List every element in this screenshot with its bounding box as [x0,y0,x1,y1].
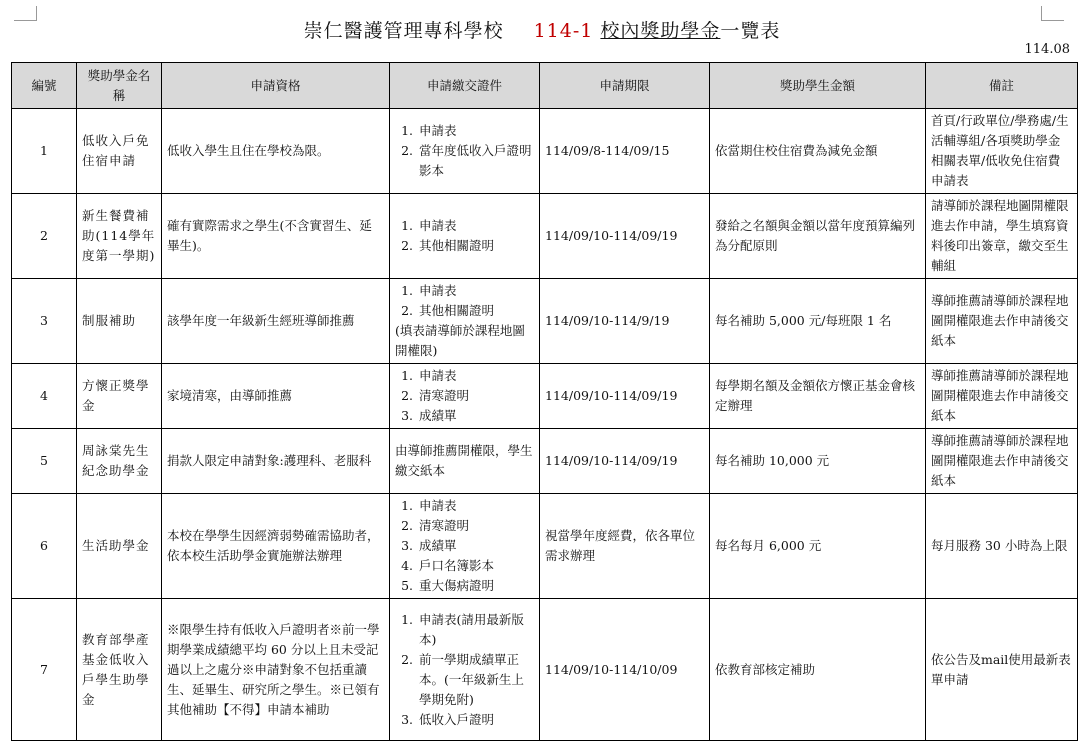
row-name: 新生餐費補助(114學年度第一學期) [77,194,162,279]
row-period: 114/09/8-114/09/15 [540,109,710,194]
row-name: 教育部學產基金低收入戶學生助學金 [77,599,162,741]
document-item: 1. 申請表 [417,366,534,386]
document-list [395,216,534,256]
document-note: (填表請導師於課程地圖開權限) [395,323,525,358]
title-tail: 一覽表 [720,20,781,42]
term-code: 114-1 [533,20,594,42]
row-remark: 請導師於課程地圖開權限進去作申請，學生填寫資料後印出簽章，繳交至生輔組 [926,194,1078,279]
table-row [12,429,1078,494]
document-item: 1. 申請表 [417,496,534,516]
row-eligibility: 本校在學學生因經濟弱勢確需協助者，依本校生活助學金實施辦法辦理 [162,494,390,599]
row-remark: 首頁/行政單位/學務處/生活輔導組/各項獎助學金相關表單/低收免住宿費申請表 [926,109,1078,194]
table-row [12,364,1078,429]
document-item: 2. 其他相關證明 [417,301,534,321]
row-documents [390,109,540,194]
row-eligibility: 該學年度一年級新生經班導師推薦 [162,279,390,364]
document-title [0,16,1084,43]
document-item: 3. 成績單 [417,536,534,556]
row-period: 114/09/10-114/09/19 [540,364,710,429]
table-row [12,109,1078,194]
row-remark: 導師推薦請導師於課程地圖開權限進去作申請後交紙本 [926,364,1078,429]
row-eligibility: 確有實際需求之學生(不含實習生、延畢生)。 [162,194,390,279]
document-list [395,121,534,181]
school-name: 崇仁醫護管理專科學校 [303,20,504,42]
scholarship-table [11,62,1078,741]
title-main: 校內獎助學金 [600,20,721,42]
row-documents [390,279,540,364]
row-eligibility: 低收入學生且住在學校為限。 [162,109,390,194]
row-number: 7 [12,599,77,741]
row-amount: 每名補助 5,000 元/每班限 1 名 [710,279,926,364]
row-remark: 每月服務 30 小時為上限 [926,494,1078,599]
row-period: 114/09/10-114/09/19 [540,194,710,279]
row-number: 3 [12,279,77,364]
row-remark: 依公告及mail使用最新表單申請 [926,599,1078,741]
document-item: 4. 戶口名簿影本 [417,556,534,576]
document-item: 1. 申請表(請用最新版本) [417,610,534,650]
document-date: 114.08 [1024,42,1070,57]
row-documents [390,364,540,429]
document-item: 1. 申請表 [417,216,534,236]
row-remark: 導師推薦請導師於課程地圖開權限進去作申請後交紙本 [926,429,1078,494]
row-amount: 依當期住校住宿費為減免金額 [710,109,926,194]
row-amount: 發給之名額與金額以當年度預算編列為分配原則 [710,194,926,279]
row-eligibility: 捐款人限定申請對象:護理科、老服科 [162,429,390,494]
document-item: 2. 清寒證明 [417,516,534,536]
document-item: 3. 成績單 [417,406,534,426]
header-period: 申請期限 [540,63,710,109]
header-remark: 備註 [926,63,1078,109]
header-amount: 獎助學生金額 [710,63,926,109]
table-row [12,279,1078,364]
row-name: 制服補助 [77,279,162,364]
document-note: 由導師推薦開權限，學生繳交紙本 [395,443,533,478]
document-item: 5. 重大傷病證明 [417,576,534,596]
row-period: 114/09/10-114/10/09 [540,599,710,741]
header-eligibility: 申請資格 [162,63,390,109]
document-item: 1. 申請表 [417,281,534,301]
document-list [395,610,534,730]
document-list [395,281,534,321]
row-number: 4 [12,364,77,429]
document-item: 3. 低收入戶證明 [417,710,534,730]
document-item: 2. 前一學期成績單正本。(一年級新生上學期免附) [417,650,534,710]
row-name: 方懷正獎學金 [77,364,162,429]
document-item: 1. 申請表 [417,121,534,141]
row-period: 視當學年度經費，依各單位需求辦理 [540,494,710,599]
document-list [395,366,534,426]
table-row [12,599,1078,741]
row-amount: 依教育部核定補助 [710,599,926,741]
row-name: 生活助學金 [77,494,162,599]
row-documents [390,429,540,494]
row-documents [390,194,540,279]
row-amount: 每名補助 10,000 元 [710,429,926,494]
header-no: 編號 [12,63,77,109]
header-documents: 申請繳交證件 [390,63,540,109]
row-eligibility: 家境清寒，由導師推薦 [162,364,390,429]
row-remark: 導師推薦請導師於課程地圖開權限進去作申請後交紙本 [926,279,1078,364]
document-item: 2. 清寒證明 [417,386,534,406]
row-name: 周詠棠先生紀念助學金 [77,429,162,494]
row-amount: 每名每月 6,000 元 [710,494,926,599]
table-row [12,494,1078,599]
row-documents [390,494,540,599]
row-number: 5 [12,429,77,494]
header-name: 獎助學金名稱 [77,63,162,109]
document-item: 2. 當年度低收入戶證明影本 [417,141,534,181]
table-header-row [12,63,1078,109]
row-name: 低收入戶免住宿申請 [77,109,162,194]
table-row [12,194,1078,279]
document-item: 2. 其他相關證明 [417,236,534,256]
row-number: 6 [12,494,77,599]
row-eligibility: ※限學生持有低收入戶證明者※前一學期學業成績總平均 60 分以上且未受記過以上之處分※申請對象不包括重讀生、延畢生、研究所之學生。※已領有其他補助【不得】申請本補助 [162,599,390,741]
row-period: 114/09/10-114/09/19 [540,429,710,494]
row-period: 114/09/10-114/9/19 [540,279,710,364]
row-amount: 每學期名額及金額依方懷正基金會核定辦理 [710,364,926,429]
row-number: 1 [12,109,77,194]
row-number: 2 [12,194,77,279]
row-documents [390,599,540,741]
document-list [395,496,534,596]
